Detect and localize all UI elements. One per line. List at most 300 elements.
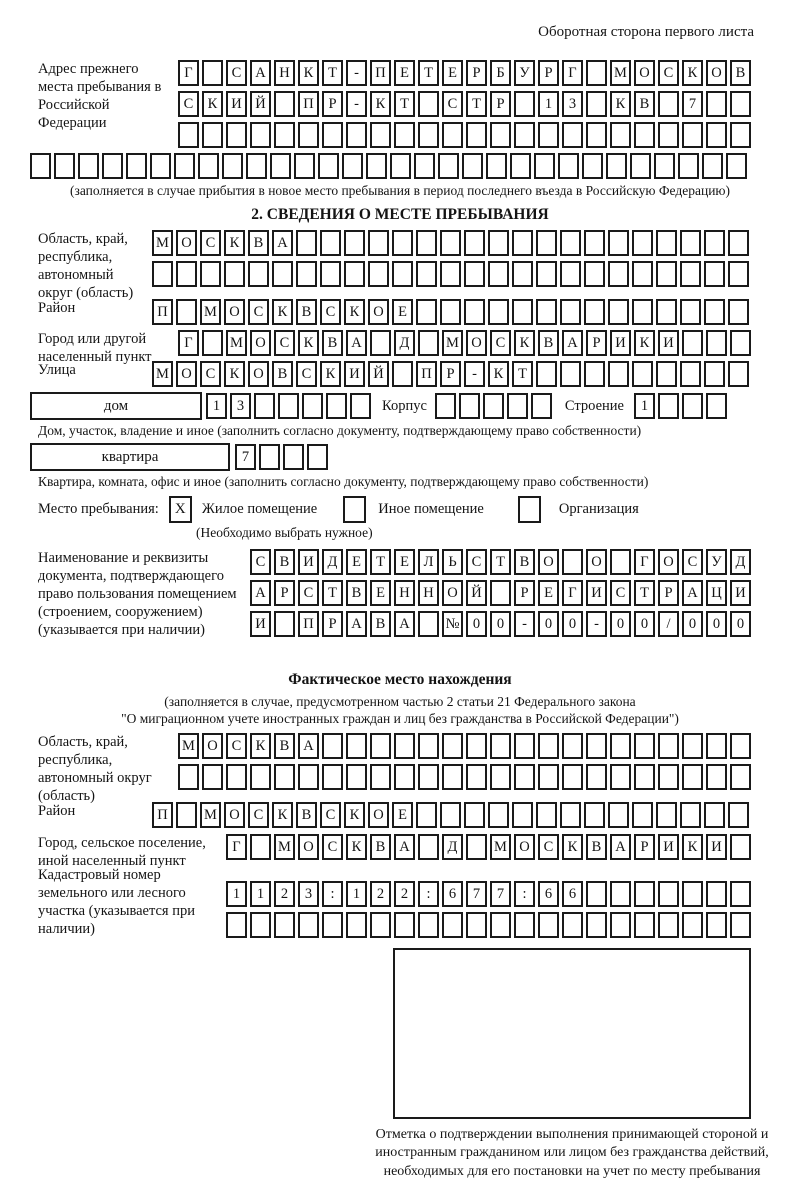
char-cell[interactable] [370,764,391,790]
char-cell[interactable] [658,764,679,790]
char-cell[interactable]: Т [394,91,415,117]
char-cell[interactable] [656,261,677,287]
char-cell[interactable]: Е [392,802,413,828]
char-cell[interactable] [322,733,343,759]
char-cell[interactable] [730,91,751,117]
char-cell[interactable] [440,230,461,256]
char-cell[interactable] [514,764,535,790]
char-cell[interactable]: С [320,802,341,828]
char-cell[interactable] [608,361,629,387]
char-cell[interactable] [706,764,727,790]
char-cell[interactable] [326,393,347,419]
char-cell[interactable]: М [226,330,247,356]
char-cell[interactable]: П [152,802,173,828]
char-cell[interactable] [346,733,367,759]
char-cell[interactable]: Р [274,580,295,606]
checkbox-residential[interactable]: X [169,496,192,523]
char-cell[interactable]: П [370,60,391,86]
char-cell[interactable]: С [200,361,221,387]
char-cell[interactable] [440,802,461,828]
char-cell[interactable]: Г [226,834,247,860]
char-cell[interactable]: Р [658,580,679,606]
char-cell[interactable]: Т [322,580,343,606]
char-cell[interactable] [78,153,99,179]
char-cell[interactable] [586,912,607,938]
char-cell[interactable] [222,153,243,179]
char-cell[interactable] [608,261,629,287]
char-cell[interactable] [490,764,511,790]
char-cell[interactable] [414,153,435,179]
char-cell[interactable]: К [202,91,223,117]
char-cell[interactable]: А [298,733,319,759]
char-cell[interactable]: М [442,330,463,356]
char-cell[interactable] [250,912,271,938]
char-cell[interactable]: Т [490,549,511,575]
char-cell[interactable] [682,733,703,759]
char-cell[interactable]: 7 [490,881,511,907]
char-cell[interactable] [466,764,487,790]
char-cell[interactable] [322,912,343,938]
char-cell[interactable]: Т [322,60,343,86]
char-cell[interactable] [488,299,509,325]
char-cell[interactable] [466,834,487,860]
char-cell[interactable]: М [610,60,631,86]
char-cell[interactable] [488,230,509,256]
char-cell[interactable] [512,261,533,287]
char-cell[interactable] [296,261,317,287]
char-cell[interactable]: А [346,611,367,637]
char-cell[interactable]: Р [322,611,343,637]
char-cell[interactable] [704,361,725,387]
char-cell[interactable] [531,393,552,419]
char-cell[interactable] [558,153,579,179]
char-cell[interactable] [259,444,280,470]
char-cell[interactable] [370,733,391,759]
char-cell[interactable] [416,802,437,828]
char-cell[interactable]: В [296,299,317,325]
char-cell[interactable] [538,764,559,790]
char-cell[interactable]: О [248,361,269,387]
char-cell[interactable]: Й [250,91,271,117]
char-cell[interactable]: К [346,834,367,860]
char-cell[interactable]: 0 [634,611,655,637]
char-cell[interactable] [560,261,581,287]
char-cell[interactable]: С [298,580,319,606]
char-cell[interactable]: С [658,60,679,86]
char-cell[interactable] [442,733,463,759]
char-cell[interactable]: : [322,881,343,907]
char-cell[interactable] [416,261,437,287]
char-cell[interactable] [298,764,319,790]
char-cell[interactable] [728,261,749,287]
char-cell[interactable] [562,733,583,759]
char-cell[interactable] [656,802,677,828]
char-cell[interactable]: 1 [206,393,227,419]
char-cell[interactable]: - [346,60,367,86]
char-cell[interactable] [274,764,295,790]
checkbox-organization[interactable] [518,496,541,523]
char-cell[interactable] [416,299,437,325]
char-cell[interactable]: 0 [706,611,727,637]
char-cell[interactable] [392,261,413,287]
char-cell[interactable] [586,91,607,117]
char-cell[interactable] [682,330,703,356]
char-cell[interactable] [658,912,679,938]
char-cell[interactable] [394,733,415,759]
char-cell[interactable] [656,230,677,256]
char-cell[interactable]: А [250,580,271,606]
char-cell[interactable]: О [634,60,655,86]
char-cell[interactable] [392,361,413,387]
char-cell[interactable]: Г [562,580,583,606]
char-cell[interactable] [536,299,557,325]
char-cell[interactable]: Р [440,361,461,387]
char-cell[interactable]: В [296,802,317,828]
char-cell[interactable] [706,393,727,419]
char-cell[interactable]: Р [466,60,487,86]
char-cell[interactable] [346,764,367,790]
char-cell[interactable]: К [344,802,365,828]
char-cell[interactable]: К [250,733,271,759]
char-cell[interactable]: К [634,330,655,356]
char-cell[interactable]: К [682,834,703,860]
char-cell[interactable]: К [298,60,319,86]
char-cell[interactable] [490,580,511,606]
char-cell[interactable] [464,230,485,256]
char-cell[interactable] [658,881,679,907]
char-cell[interactable] [418,733,439,759]
char-cell[interactable]: К [344,299,365,325]
char-cell[interactable] [538,912,559,938]
char-cell[interactable] [608,299,629,325]
char-cell[interactable] [704,261,725,287]
char-cell[interactable]: Е [394,60,415,86]
char-cell[interactable] [418,91,439,117]
char-cell[interactable]: О [176,361,197,387]
char-cell[interactable] [298,122,319,148]
char-cell[interactable]: С [226,60,247,86]
char-cell[interactable]: М [152,361,173,387]
char-cell[interactable]: М [178,733,199,759]
char-cell[interactable]: Д [730,549,751,575]
char-cell[interactable] [704,299,725,325]
char-cell[interactable]: И [344,361,365,387]
char-cell[interactable]: 0 [538,611,559,637]
char-cell[interactable]: И [250,611,271,637]
char-cell[interactable] [730,122,751,148]
char-cell[interactable]: О [586,549,607,575]
char-cell[interactable] [483,393,504,419]
char-cell[interactable] [368,261,389,287]
char-cell[interactable] [270,153,291,179]
char-cell[interactable]: И [586,580,607,606]
char-cell[interactable]: Г [562,60,583,86]
char-cell[interactable] [562,764,583,790]
char-cell[interactable] [307,444,328,470]
char-cell[interactable] [246,153,267,179]
char-cell[interactable]: В [538,330,559,356]
char-cell[interactable]: С [250,549,271,575]
char-cell[interactable] [658,733,679,759]
char-cell[interactable] [706,330,727,356]
char-cell[interactable] [440,261,461,287]
char-cell[interactable] [250,122,271,148]
char-cell[interactable]: О [202,733,223,759]
char-cell[interactable] [394,764,415,790]
char-cell[interactable] [274,912,295,938]
char-cell[interactable] [634,881,655,907]
char-cell[interactable] [682,912,703,938]
char-cell[interactable] [350,393,371,419]
char-cell[interactable]: О [658,549,679,575]
char-cell[interactable] [226,912,247,938]
char-cell[interactable] [606,153,627,179]
char-cell[interactable]: К [370,91,391,117]
char-cell[interactable] [488,802,509,828]
char-cell[interactable]: К [514,330,535,356]
char-cell[interactable] [680,361,701,387]
char-cell[interactable]: В [248,230,269,256]
char-cell[interactable] [632,361,653,387]
char-cell[interactable]: 0 [562,611,583,637]
char-cell[interactable] [682,764,703,790]
char-cell[interactable] [634,122,655,148]
char-cell[interactable] [634,764,655,790]
char-cell[interactable] [150,153,171,179]
char-cell[interactable]: А [394,834,415,860]
char-cell[interactable] [296,230,317,256]
char-cell[interactable]: 7 [235,444,256,470]
char-cell[interactable] [560,299,581,325]
char-cell[interactable]: К [488,361,509,387]
char-cell[interactable]: 2 [370,881,391,907]
char-cell[interactable]: 3 [230,393,251,419]
char-cell[interactable]: М [490,834,511,860]
char-cell[interactable]: / [658,611,679,637]
char-cell[interactable] [346,912,367,938]
char-cell[interactable] [584,802,605,828]
char-cell[interactable]: В [730,60,751,86]
char-cell[interactable] [656,299,677,325]
char-cell[interactable] [418,834,439,860]
char-cell[interactable]: 0 [682,611,703,637]
char-cell[interactable]: 0 [610,611,631,637]
char-cell[interactable]: К [298,330,319,356]
char-cell[interactable]: 0 [730,611,751,637]
char-cell[interactable]: 3 [562,91,583,117]
char-cell[interactable] [392,230,413,256]
char-cell[interactable] [274,611,295,637]
char-cell[interactable] [538,122,559,148]
char-cell[interactable] [682,393,703,419]
char-cell[interactable] [706,881,727,907]
char-cell[interactable]: О [442,580,463,606]
char-cell[interactable]: В [370,834,391,860]
char-cell[interactable] [464,299,485,325]
char-cell[interactable] [728,802,749,828]
char-cell[interactable]: Б [490,60,511,86]
char-cell[interactable] [610,733,631,759]
char-cell[interactable] [514,122,535,148]
char-cell[interactable]: С [248,802,269,828]
char-cell[interactable]: П [152,299,173,325]
char-cell[interactable] [202,330,223,356]
char-cell[interactable] [368,230,389,256]
char-cell[interactable] [418,764,439,790]
char-cell[interactable] [608,230,629,256]
char-cell[interactable] [174,153,195,179]
char-cell[interactable] [250,834,271,860]
char-cell[interactable]: Р [322,91,343,117]
char-cell[interactable] [682,122,703,148]
char-cell[interactable] [560,230,581,256]
char-cell[interactable] [584,261,605,287]
char-cell[interactable]: Л [418,549,439,575]
char-cell[interactable] [442,122,463,148]
char-cell[interactable]: В [272,361,293,387]
char-cell[interactable] [730,881,751,907]
char-cell[interactable] [394,122,415,148]
char-cell[interactable]: О [250,330,271,356]
char-cell[interactable]: О [298,834,319,860]
char-cell[interactable] [610,549,631,575]
char-cell[interactable] [464,261,485,287]
char-cell[interactable] [632,802,653,828]
char-cell[interactable] [322,122,343,148]
char-cell[interactable]: В [322,330,343,356]
char-cell[interactable] [440,299,461,325]
char-cell[interactable]: Т [418,60,439,86]
char-cell[interactable] [278,393,299,419]
char-cell[interactable] [584,230,605,256]
char-cell[interactable] [226,764,247,790]
char-cell[interactable] [586,122,607,148]
char-cell[interactable] [320,261,341,287]
char-cell[interactable] [512,299,533,325]
char-cell[interactable] [176,802,197,828]
char-cell[interactable] [730,733,751,759]
char-cell[interactable] [610,764,631,790]
char-cell[interactable]: 3 [298,881,319,907]
char-cell[interactable]: К [682,60,703,86]
char-cell[interactable]: Е [538,580,559,606]
char-cell[interactable] [534,153,555,179]
char-cell[interactable] [510,153,531,179]
char-cell[interactable] [730,330,751,356]
char-cell[interactable] [512,802,533,828]
char-cell[interactable] [728,230,749,256]
char-cell[interactable]: 1 [346,881,367,907]
char-cell[interactable] [582,153,603,179]
char-cell[interactable]: Т [466,91,487,117]
char-cell[interactable] [680,261,701,287]
char-cell[interactable] [200,261,221,287]
char-cell[interactable] [680,802,701,828]
char-cell[interactable] [507,393,528,419]
char-cell[interactable] [490,912,511,938]
char-cell[interactable]: В [586,834,607,860]
char-cell[interactable] [202,764,223,790]
char-cell[interactable]: И [730,580,751,606]
char-cell[interactable]: С [442,91,463,117]
char-cell[interactable]: С [200,230,221,256]
char-cell[interactable] [248,261,269,287]
char-cell[interactable]: Т [512,361,533,387]
char-cell[interactable] [274,122,295,148]
char-cell[interactable]: Ц [706,580,727,606]
char-cell[interactable]: О [538,549,559,575]
char-cell[interactable]: А [394,611,415,637]
char-cell[interactable] [654,153,675,179]
char-cell[interactable]: Д [394,330,415,356]
char-cell[interactable]: П [298,611,319,637]
char-cell[interactable] [610,881,631,907]
char-cell[interactable]: Р [514,580,535,606]
char-cell[interactable] [418,611,439,637]
char-cell[interactable] [562,549,583,575]
char-cell[interactable]: М [200,802,221,828]
char-cell[interactable]: Р [634,834,655,860]
char-cell[interactable]: М [200,299,221,325]
char-cell[interactable]: С [610,580,631,606]
char-cell[interactable] [344,261,365,287]
char-cell[interactable] [560,361,581,387]
char-cell[interactable] [488,261,509,287]
char-cell[interactable]: В [274,733,295,759]
char-cell[interactable]: Н [274,60,295,86]
char-cell[interactable] [682,881,703,907]
char-cell[interactable] [584,299,605,325]
char-cell[interactable]: М [152,230,173,256]
char-cell[interactable]: К [562,834,583,860]
char-cell[interactable]: Г [634,549,655,575]
char-cell[interactable] [370,912,391,938]
char-cell[interactable]: С [296,361,317,387]
char-cell[interactable]: - [586,611,607,637]
char-cell[interactable] [102,153,123,179]
char-cell[interactable]: 2 [394,881,415,907]
char-cell[interactable] [706,91,727,117]
char-cell[interactable] [728,299,749,325]
char-cell[interactable] [298,912,319,938]
char-cell[interactable] [394,912,415,938]
char-cell[interactable] [54,153,75,179]
char-cell[interactable] [560,802,581,828]
char-cell[interactable]: - [514,611,535,637]
char-cell[interactable]: А [610,834,631,860]
char-cell[interactable]: И [226,91,247,117]
char-cell[interactable] [250,764,271,790]
char-cell[interactable]: О [368,802,389,828]
char-cell[interactable]: А [682,580,703,606]
char-cell[interactable] [680,230,701,256]
char-cell[interactable]: С [248,299,269,325]
char-cell[interactable] [536,361,557,387]
char-cell[interactable] [514,912,535,938]
char-cell[interactable]: О [224,802,245,828]
char-cell[interactable]: Е [370,580,391,606]
char-cell[interactable]: А [272,230,293,256]
char-cell[interactable]: В [274,549,295,575]
char-cell[interactable]: 1 [634,393,655,419]
char-cell[interactable]: В [634,91,655,117]
char-cell[interactable] [586,733,607,759]
char-cell[interactable] [726,153,747,179]
char-cell[interactable]: Н [394,580,415,606]
char-cell[interactable] [226,122,247,148]
char-cell[interactable] [442,764,463,790]
char-cell[interactable]: И [658,330,679,356]
